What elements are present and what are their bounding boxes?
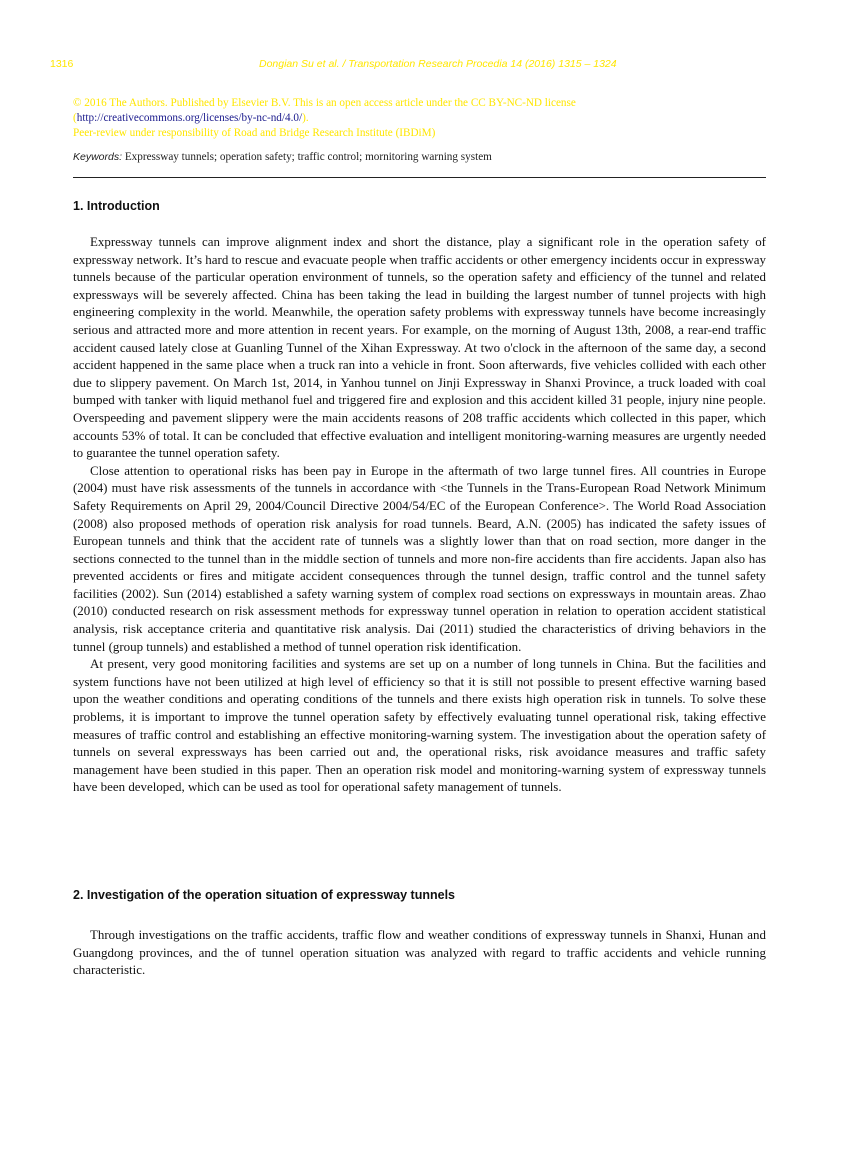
section-divider [73, 177, 766, 178]
license-url-link[interactable]: http://creativecommons.org/licenses/by-nc-nd/4.0/ [76, 112, 303, 124]
keywords-text: Expressway tunnels; operation safety; traffic control; mornitoring warning system [122, 151, 492, 163]
section-heading-introduction: 1. Introduction [73, 199, 160, 213]
license-url-paren-open: ( [73, 112, 77, 124]
paragraph: Close attention to operational risks has been pay in Europe in the aftermath of two large tunnel fires. All countries in Europe (2004) must have risk assessments of the tunnels in accordance with <the Tunnels in the Trans-European Road Network Minimum Safety Requirements on April 29, 2004/Council Directive 2004/54/EC of the European Conference>. The World Road Association (2008) also proposed methods of operation risk analysis for road tunnels. Beard, A.N. (2005) has indicated the safety issues of European tunnels and think that the accident rate of tunnels was a slightly lower than that on road section, more danger in the sections connected to the tunnel than in the middle section of tunnels and more non-fire accidents than fire accidents. Japan also has prevented accidents or fires and mitigate accident consequences through the tunnel design, traffic control and the tunnel safety facilities (2002). Sun (2014) established a safety warning system of complex road sections on expressways in mountain areas. Zhao (2010) conducted research on risk assessment methods for expressway tunnel operation in relation to operation accident statistical analysis, risk acceptance criteria and quantitative risk analysis. Dai (2011) studied the characteristics of driving behaviors in the tunnel (group tunnels) and established a method of tunnel operation risk identification. [73, 462, 766, 654]
section-heading-investigation: 2. Investigation of the operation situation of expressway tunnels [73, 888, 456, 902]
license-url-line [73, 111, 773, 126]
peer-review-statement: Peer-review under responsibility of Road and Bridge Research Institute (IBDiM) [73, 127, 436, 139]
keywords-line [73, 150, 773, 164]
keywords-label: Keywords: [73, 151, 123, 163]
license-statement: © 2016 The Authors. Published by Elsevier B.V. This is an open access article under the CC BY-NC-ND license [73, 97, 576, 109]
paragraph: Through investigations on the traffic accidents, traffic flow and weather conditions of expressway tunnels in Shanxi, Hunan and Guangdong provinces, and the of tunnel operation situation was analyzed with regard to traffic accidents and vehicle running characteristic. [73, 927, 766, 978]
investigation-body [73, 926, 766, 979]
introduction-body [73, 233, 766, 796]
paragraph: At present, very good monitoring facilities and systems are set up on a number of long tunnels in China. But the facilities and system functions have not been utilized at high level of efficiency so that it is still not possible to present effective warning based upon the weather conditions and operating conditions of the tunnels and there exists high operation risk in tunnels. To solve these problems, it is important to improve the tunnel operation safety by effectively evaluating tunnel operational risk, taking effective measures of traffic control and establishing an effective monitoring-warning system. The investigation about the operation safety of tunnels on several expressways has been carried out and, the operational risks, risk avoidance measures and traffic safety management have been studied in this paper. Then an operation risk model and monitoring-warning system of expressway tunnels have been developed, which can be used as tool for operational safety management of tunnels. [73, 656, 766, 795]
journal-reference: Dongian Su et al. / Transportation Research Procedia 14 (2016) 1315 – 1324 [259, 58, 617, 70]
paragraph: Expressway tunnels can improve alignment index and short the distance, play a significant role in the operation safety of expressway network. It’s hard to rescue and evacuate people when traffic accidents or other emergency incidents occur in expressway tunnels because of the particular operation environment of tunnels, so the operation safety and efficiency of the tunnel and related expressways will be severely affected. China has been taking the lead in building the largest number of tunnel projects with high engineering complexity in the world. Meanwhile, the operation safety problems with expressway tunnels have become increasingly serious and attracted more and more attention in recent years. For example, on the morning of August 13th, 2008, a rear-end traffic accident caused lately close at Guanling Tunnel of the Xihan Expressway. At two o'clock in the afternoon of the same day, a second accident happened in the same place when a truck ran into a vehicle in front. Soon afterwards, five vehicles collided with each other due to slippery pavement. On March 1st, 2014, in Yanhou tunnel on Jinji Expressway in Shanxi Province, a truck loaded with coal bumped with tanker with liquid methanol fuel and triggered fire and explosion and this accident killed 31 people, injury nine people. Overspeeding and pavement slippery were the main accidents reasons of 208 traffic accidents which collected in this paper, which accounts 53% of total. It can be concluded that effective evaluation and intelligent monitoring-warning measures are urgently needed to guarantee the tunnel operation safety. [73, 234, 766, 461]
license-url-paren-close: ). [302, 112, 309, 124]
running-header [50, 58, 806, 72]
page-number: 1316 [50, 58, 74, 70]
license-notice [73, 96, 773, 141]
